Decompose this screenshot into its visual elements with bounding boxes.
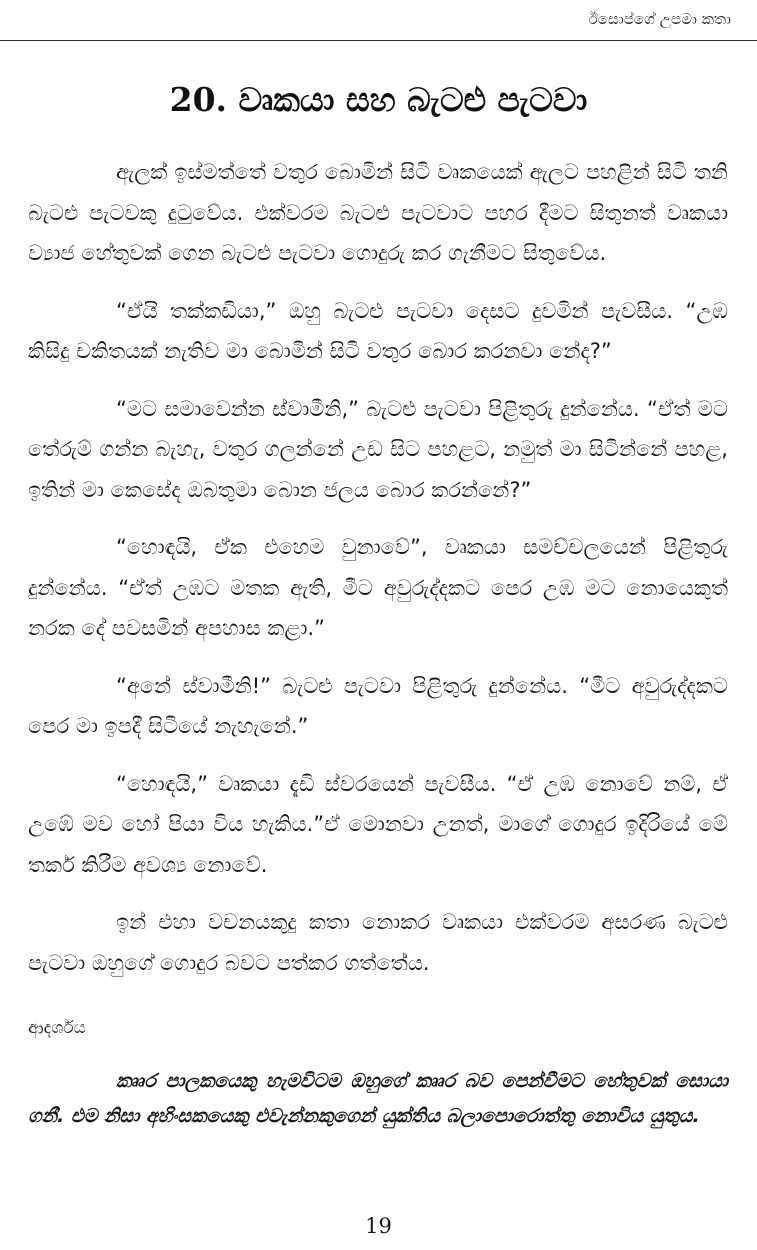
- story-paragraph: “හොඳයි,” වෘකයා දැඩි ස්වරයෙන් පැවසීය. “ඒ උඹ නොවේ නම්, ඒ උඹේ මව හෝ පියා විය හැකිය.”ඒ මොනවා උනත්, මාගේ ගොදුර ඉදිරියේ මේ තර්ක කිරීම අවශ්‍ය නොවේ.: [28, 771, 728, 877]
- story-title-text: වෘකයා සහ බැටළු පැටවා: [238, 80, 588, 119]
- header-divider: [0, 40, 757, 41]
- running-header: ඊසොප්ගේ උපමා කතා: [588, 10, 731, 28]
- moral-text: කෲර පාලකයෙකු හැමවිටම ඔහුගේ කෲර බව පෙන්වීමට හේතුවක් සොයා ගනී. එම නිසා අහිංසකයෙකු එවැන්නකුගෙන් යුක්තිය බලාපොරොත්තු නොවිය යුතුය.: [28, 1070, 728, 1127]
- story-body: [28, 152, 728, 1000]
- story-paragraph: ඉන් එහා වචනයකුදු කතා නොකර වෘකයා එක්වරම අසරණ බැටළු පැටවා ඔහුගේ ගොදුර බවට පත්කර ගත්තේය.: [28, 910, 728, 975]
- page-number: 19: [365, 1214, 392, 1238]
- story-paragraph: “මට සමාවෙන්න ස්වාමීනි,” බැටළු පැටවා පිළිතුරු දුන්නේය. “ඒත් මට තේරුම් ගන්න බැහැ, වතුර ගලන්නේ උඩ සිට පහළට, නමුත් මා සිටින්නේ පහළ, ඉතින් මා කෙසේද ඔබතුමා බොන ජලය බොර කරන්නේ?”: [28, 396, 728, 502]
- story-paragraph: “අනේ ස්වාමීනි!” බැටළු පැටවා පිළිතුරු දුන්නේය. “මීට අවුරුද්දකට පෙර මා ඉපදී සිටියේ නැහැනේ.”: [28, 673, 728, 738]
- moral-heading: ආදර්ශය: [28, 1018, 86, 1038]
- story-paragraph: ඇලක් ඉස්මත්තේ වතුර බොමින් සිටි වෘකයෙක් ඇලට පහළින් සිටි තනි බැටළු පැටවකු දුටුවේය. එක්වරම බැටළු පැටවාට පහර දීමට සිතුනත් වෘකයා ව්‍යාජ හේතුවක් ගෙන බැටළු පැටවා ගොදුරු කර ගැනීමට සිතුවේය.: [28, 160, 728, 265]
- story-paragraph: “හොඳයි, ඒක එහෙම වුනාවේ”, වෘකයා සමච්චලයෙන් පිළිතුරු දුන්නේය. “ඒත් උඹට මතක ඇති, මීට අවුරුද්දකට පෙර උඹ මට නොයෙකුත් නරක දේ පවසමින් අපහාස කළා.”: [28, 535, 728, 640]
- story-title: [0, 80, 757, 120]
- story-paragraph: “ඒයි තක්කඩියා,” ඔහු බැටළු පැටවා දෙසට දුවමින් පැවසීය. “උඹ කිසිදු චකිතයක් නැතිව මා බොමින් සිටි වතුර බොර කරනවා නේද?”: [28, 298, 728, 363]
- story-number: 20.: [169, 80, 228, 119]
